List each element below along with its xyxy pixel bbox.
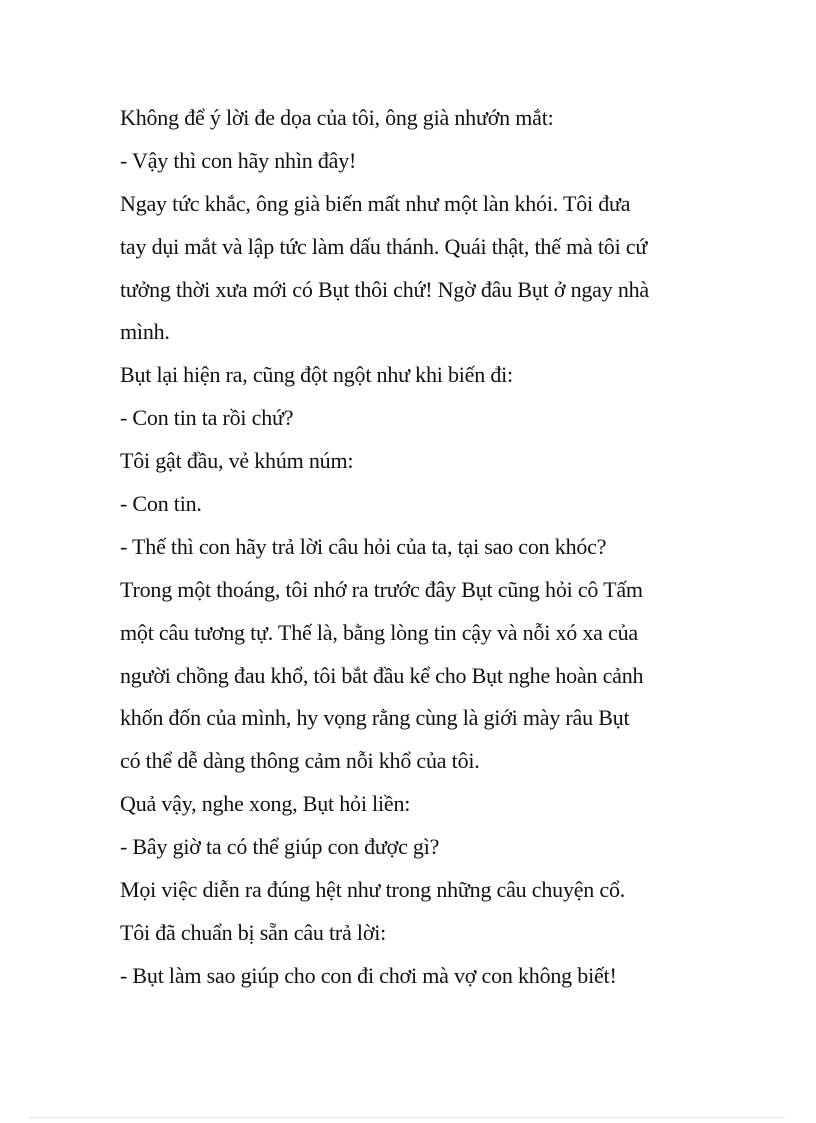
text-line: mình. bbox=[120, 319, 170, 345]
text-line: một câu tương tự. Thế là, bằng lòng tin cậy và nỗi xó xa của bbox=[120, 619, 638, 645]
text-line: - Vậy thì con hãy nhìn đây! bbox=[120, 147, 357, 173]
story-text bbox=[120, 97, 710, 998]
text-line: - Con tin. bbox=[120, 491, 202, 517]
text-line: Bụt lại hiện ra, cũng đột ngột như khi biến đi: bbox=[120, 362, 513, 388]
text-line: tưởng thời xưa mới có Bụt thôi chứ! Ngờ đâu Bụt ở ngay nhà bbox=[120, 276, 650, 302]
text-line: Trong một thoáng, tôi nhớ ra trước đây Bụt cũng hỏi cô Tấm bbox=[120, 576, 643, 602]
text-line: Quả vậy, nghe xong, Bụt hỏi liền: bbox=[120, 791, 411, 817]
text-line: Mọi việc diễn ra đúng hệt như trong những câu chuyện cổ. bbox=[120, 877, 626, 903]
text-line: tay dụi mắt và lập tức làm dấu thánh. Quái thật, thế mà tôi cứ bbox=[120, 233, 648, 259]
text-line: - Thế thì con hãy trả lời câu hỏi của ta, tại sao con khóc? bbox=[120, 533, 607, 559]
text-line: - Bây giờ ta có thể giúp con được gì? bbox=[120, 834, 440, 860]
text-line: Không để ý lời đe dọa của tôi, ông già nhướn mắt: bbox=[120, 105, 554, 130]
text-line: khốn đốn của mình, hy vọng rằng cùng là giới mày râu Bụt bbox=[120, 705, 630, 731]
text-line: Ngay tức khắc, ông già biến mất như một làn khói. Tôi đưa bbox=[120, 190, 631, 216]
text-line: Tôi đã chuẩn bị sẵn câu trả lời: bbox=[120, 919, 387, 945]
text-line: - Bụt làm sao giúp cho con đi chơi mà vợ con không biết! bbox=[120, 962, 617, 988]
text-line: có thể dễ dàng thông cảm nỗi khổ của tôi. bbox=[120, 748, 480, 774]
text-line: - Con tin ta rồi chứ? bbox=[120, 405, 294, 431]
text-line: Tôi gật đầu, vẻ khúm núm: bbox=[120, 448, 354, 474]
text-line: người chồng đau khổ, tôi bắt đầu kể cho Bụt nghe hoàn cảnh bbox=[120, 662, 644, 688]
page-bottom-divider bbox=[30, 1117, 786, 1118]
